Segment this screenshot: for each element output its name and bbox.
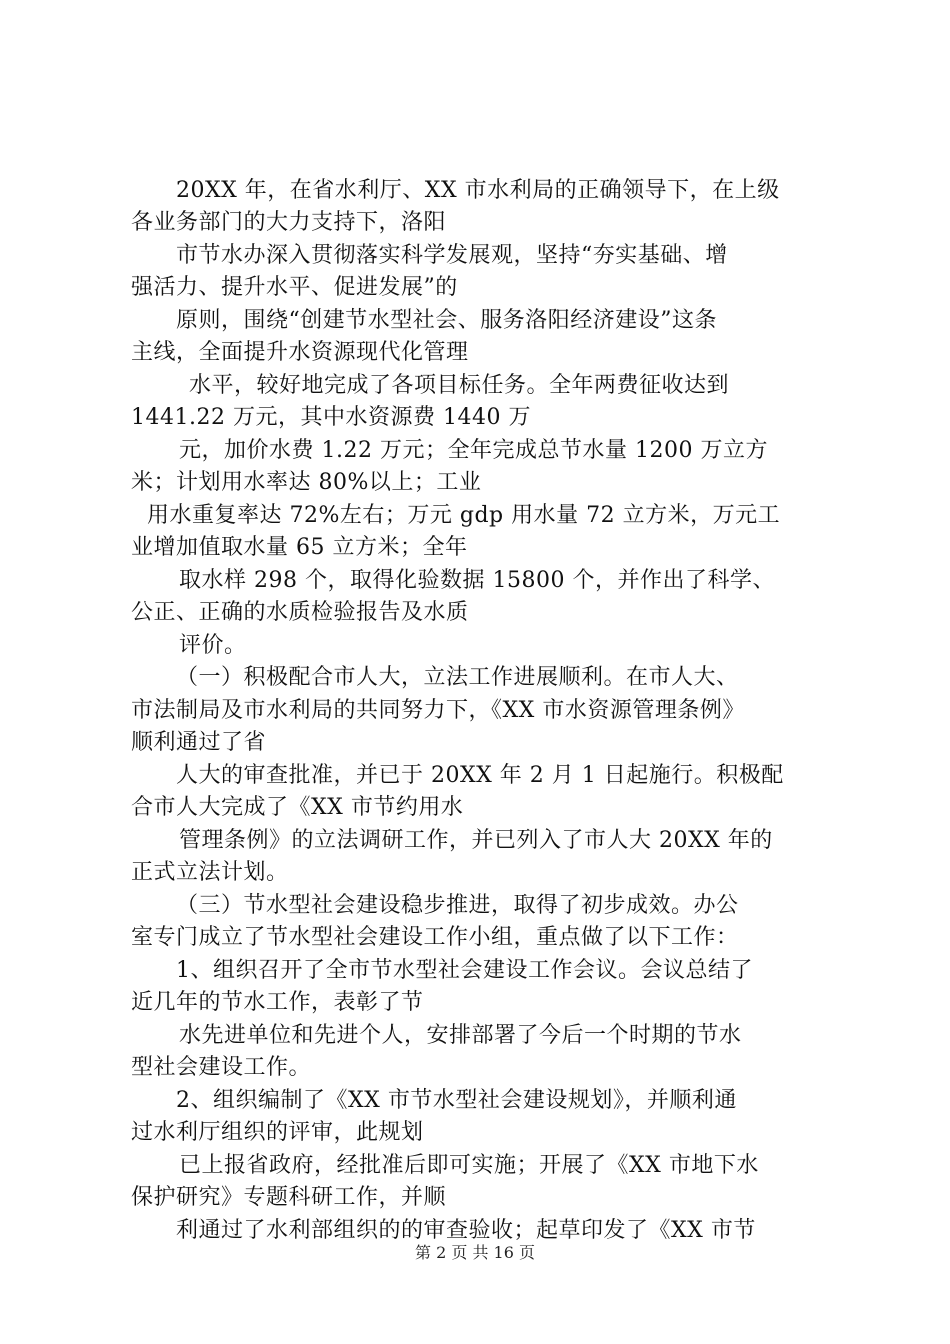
text-line: 室专门成立了节水型社会建设工作小组，重点做了以下工作： — [131, 925, 739, 950]
text-line: 过水利厅组织的评审，此规划 — [131, 1120, 424, 1145]
text-line: 利通过了水利部组织的的审查验收；起草印发了《XX 市节 — [176, 1218, 756, 1243]
text-line: 型社会建设工作。 — [131, 1055, 312, 1080]
text-line: 2、组织编制了《XX 市节水型社会建设规划》，并顺利通 — [176, 1088, 737, 1113]
text-line: 市法制局及市水利局的共同努力下，《XX 市水资源管理条例》 — [131, 698, 745, 723]
text-line: 水平，较好地完成了各项目标任务。全年两费征收达到 — [189, 373, 730, 398]
page-number-footer: 第 2 页 共 16 页 — [415, 1243, 535, 1262]
text-line: （一）积极配合市人大，立法工作进展顺利。在市人大、 — [176, 665, 739, 690]
text-line: 市节水办深入贯彻落实科学发展观，坚持“夯实基础、增 — [176, 243, 728, 268]
text-line: 评价。 — [179, 633, 247, 658]
text-line: 强活力、提升水平、促进发展”的 — [131, 275, 458, 300]
text-line: （三）节水型社会建设稳步推进，取得了初步成效。办公 — [176, 893, 739, 918]
text-line: 水先进单位和先进个人，安排部署了今后一个时期的节水 — [179, 1023, 742, 1048]
text-line: 1441.22 万元，其中水资源费 1440 万 — [131, 405, 531, 430]
text-line: 主线，全面提升水资源现代化管理 — [131, 340, 469, 365]
text-line: 原则，围绕“创建节水型社会、服务洛阳经济建设”这条 — [176, 308, 717, 333]
text-line: 取水样 298 个，取得化验数据 15800 个，并作出了科学、 — [179, 568, 775, 593]
text-line: 米；计划用水率达 80%以上；工业 — [131, 470, 482, 495]
text-line: 保护研究》专题科研工作，并顺 — [131, 1185, 447, 1210]
text-line: 20XX 年，在省水利厅、XX 市水利局的正确领导下，在上级 — [176, 178, 780, 203]
text-line: 业增加值取水量 65 立方米；全年 — [131, 535, 468, 560]
text-line: 用水重复率达 72%左右；万元 gdp 用水量 72 立方米，万元工 — [147, 503, 781, 528]
text-line: 顺利通过了省 — [131, 730, 267, 755]
text-line: 正式立法计划。 — [131, 860, 289, 885]
text-line: 公正、正确的水质检验报告及水质 — [131, 600, 469, 625]
text-line: 1、组织召开了全市节水型社会建设工作会议。会议总结了 — [176, 958, 753, 983]
text-line: 已上报省政府，经批准后即可实施；开展了《XX 市地下水 — [179, 1153, 759, 1178]
text-line: 各业务部门的大力支持下，洛阳 — [131, 210, 447, 235]
text-line: 人大的审查批准，并已于 20XX 年 2 月 1 日起施行。积极配 — [176, 763, 784, 788]
text-line: 近几年的节水工作，表彰了节 — [131, 990, 424, 1015]
text-line: 管理条例》的立法调研工作，并已列入了市人大 20XX 年的 — [179, 828, 773, 853]
text-line: 合市人大完成了《XX 市节约用水 — [131, 795, 464, 820]
text-line: 元，加价水费 1.22 万元；全年完成总节水量 1200 万立方 — [179, 438, 768, 463]
